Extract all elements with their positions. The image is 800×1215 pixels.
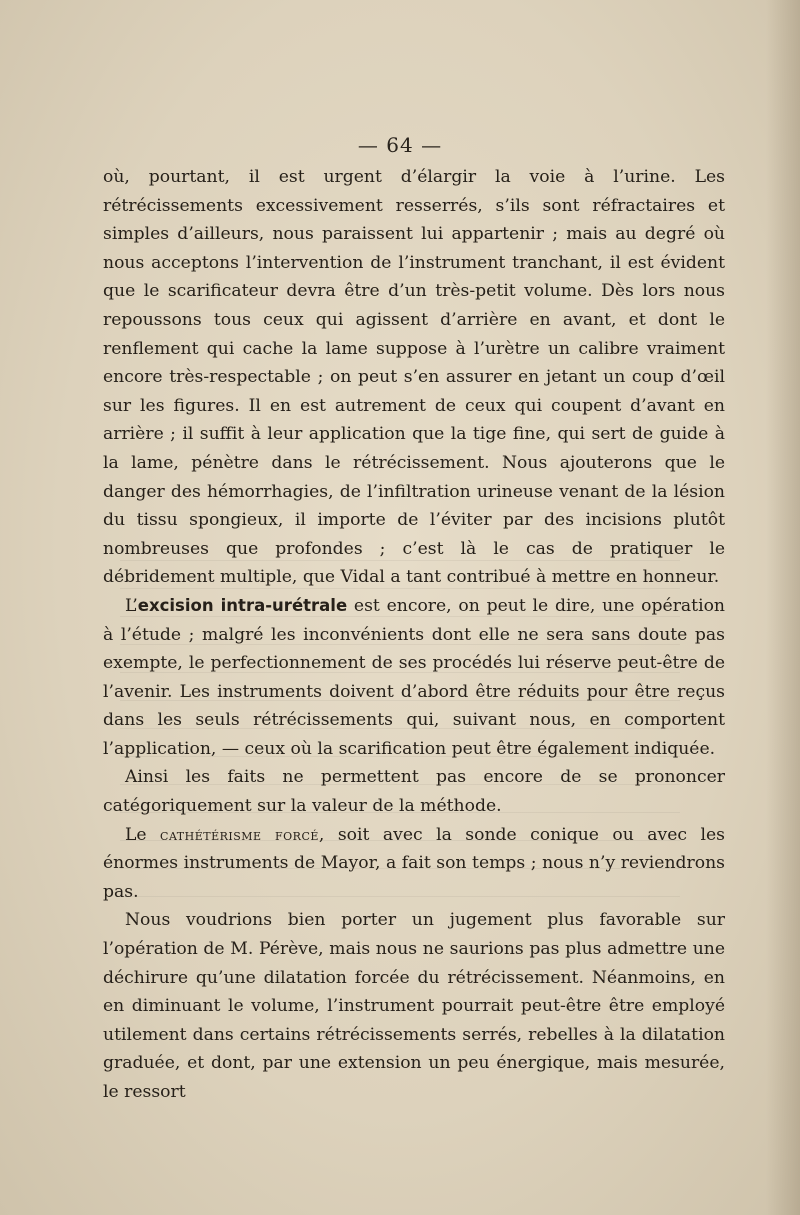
paragraph-1-text: où, pourtant, il est urgent d’élargir la voie à l’urine. Les rétrécissements excessivement resserrés, s’ils sont réfractaires et simples d’ailleurs, nous paraissent lui appartenir ; mais au degré où nous acceptons l’intervention de l’instrument tranchant, il est évident que le scarificateur devra être d’un très-petit volume. Dès lors nous repoussons tous ceux qui agissent d’arrière en avant, et dont le renflement qui cache la lame suppose à l’urètre un calibre vraiment encore très-respectable ; on peut s’en assurer en jetant un coup d’œil sur les figures. Il en est autrement de ceux qui coupent d’avant en arrière ; il suffit à leur application que la tige fine, qui sert de guide à la lame, pénètre dans le rétrécissement. Nous ajouterons que le danger des hémorrhagies, de l’infiltration urineuse venant de la lésion du tissu spongieux, il importe de l’éviter par des incisions plutôt nombreuses que profondes ; c’est là le cas de pratiquer le débridement multiple, que Vidal a tant contribué à mettre en honneur. [103,167,725,588]
paragraph-3-text: Ainsi les faits ne permettent pas encore de se prononcer catégoriquement sur la valeur de la méthode. [103,767,725,817]
paragraph-2-lead: L’ [125,595,138,616]
paragraph-3 [103,763,725,820]
paragraph-5-text: Nous voudrions bien porter un jugement plus favorable sur l’opération de M. Pérève, mais nous ne saurions pas plus admettre une déchirure qu’une dilatation forcée du rétrécissement. Néanmoins, en en diminuant le volume, l’instrument pourrait peut-être être employé utilement dans certains rétrécissements serrés, rebelles à la dilatation graduée, et dont, par une extension un peu énergique, mais mesurée, le ressort [103,910,725,1102]
paragraph-4 [103,821,725,907]
paragraph-4-rest: , soit avec la sonde conique ou avec les énormes instruments de Mayor, a fait son temps ; nous n’y reviendrons pas. [103,824,725,902]
paragraph-2-term: excision intra-urétrale [137,595,348,615]
paragraph-4-lead: Le [125,824,161,845]
body-text [103,163,725,1107]
paragraph-4-term: cathétérisme forcé [160,825,319,844]
paragraph-2-rest: est encore, on peut le dire, une opération à l’étude ; malgré les inconvénients dont elle ne sera sans doute pas exempte, le perfectionnement de ses procédés lui réserve peut-être de l’avenir. Les instruments doivent d’abord être réduits pour être reçus dans les seuls rétrécissements qui, suivant nous, en comportent l’application, — ceux où la scarification peut être également indiquée. [103,595,725,759]
page-edge-shadow [766,0,800,1215]
paragraph-2 [103,592,725,764]
page-number: — 64 — [357,133,443,157]
paragraph-5 [103,906,725,1106]
paragraph-1 [103,163,725,592]
